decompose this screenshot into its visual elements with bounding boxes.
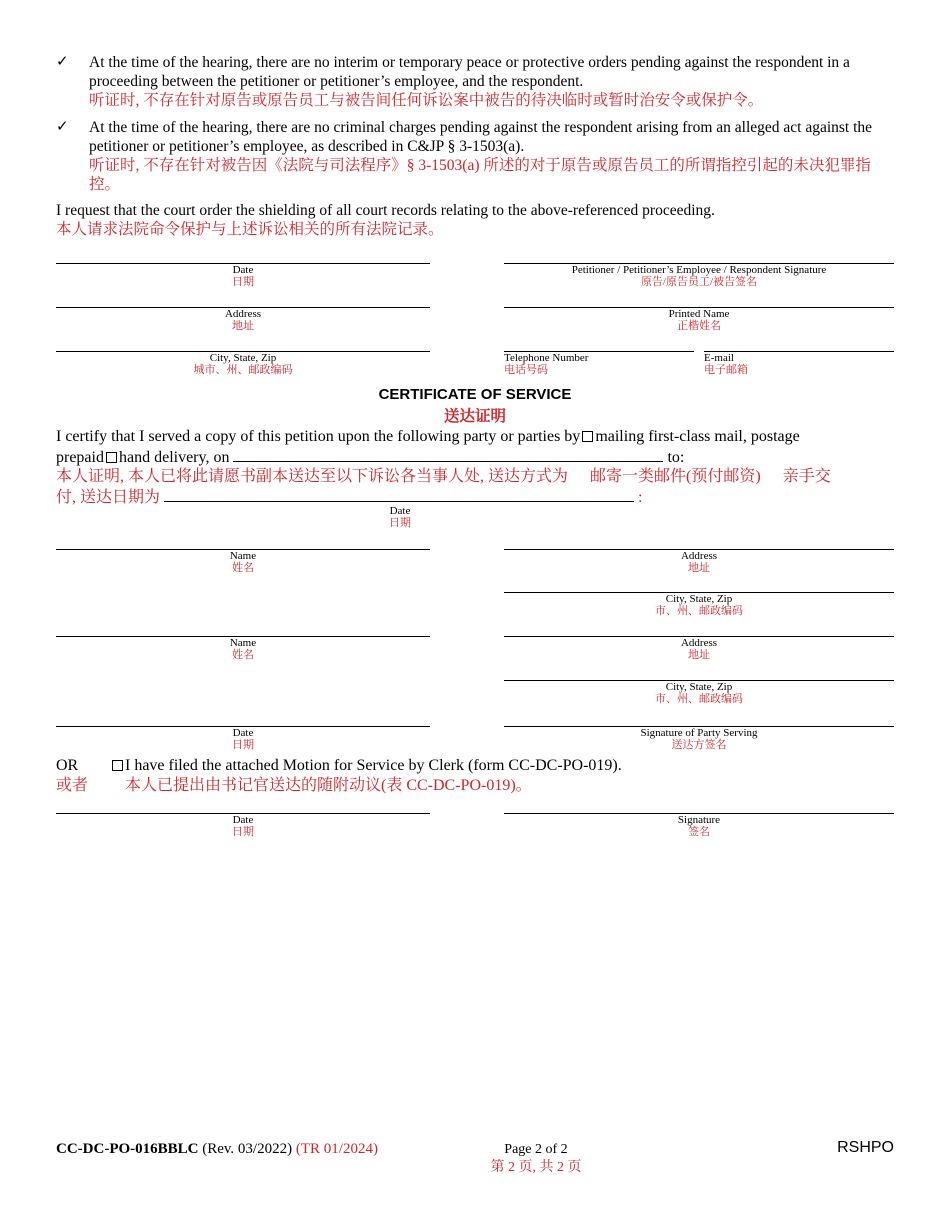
statement-2-en: At the time of the hearing, there are no criminal charges pending against the respondent arising from an alleged act against the petitioner or petitioner’s employee, as described in C&JP § 3-1503(a). <box>89 119 873 155</box>
no-interim-orders-statement <box>89 53 889 110</box>
statement-2-zh: 听证时, 不存在针对被告因《法院与司法程序》§ 3-1503(a) 所述的对于原告或原告员工的所谓指控引起的未决犯罪指控。 <box>89 157 871 193</box>
served-name-1-label: Name 姓名 <box>229 550 257 574</box>
or-date-label: Date 日期 <box>232 814 254 838</box>
no-criminal-charges-statement <box>89 118 889 194</box>
clerk-motion-checkbox[interactable] <box>112 760 123 771</box>
service-sign-date-label: Date 日期 <box>232 727 254 751</box>
served-address-2-label: Address 地址 <box>680 637 718 661</box>
served-city-1-label: City, State, Zip 市、州、邮政编码 <box>655 593 743 617</box>
city-state-zip-label: City, State, Zip 城市、州、邮政编码 <box>193 352 293 376</box>
service-date-field[interactable] <box>233 447 663 462</box>
served-address-1-label: Address 地址 <box>680 550 718 574</box>
form-id: CC-DC-PO-016BBLC (Rev. 03/2022) (TR 01/2024) <box>56 1141 378 1157</box>
date-label: Date 日期 <box>232 264 254 288</box>
served-name-2-label: Name 姓名 <box>229 637 257 661</box>
check-mark-icon: ✓ <box>56 52 69 70</box>
service-date-label: Date 日期 <box>389 505 411 529</box>
certificate-title: CERTIFICATE OF SERVICE <box>378 386 572 403</box>
served-city-2-label: City, State, Zip 市、州、邮政编码 <box>655 681 743 705</box>
clerk-motion-line-zh: 本人已提出由书记官送达的随附动议(表 CC-DC-PO-019)。 <box>125 777 532 794</box>
request-en: I request that the court order the shielding of all court records relating to the above-referenced proceeding. <box>56 202 715 219</box>
service-date-field-zh[interactable] <box>164 487 634 502</box>
telephone-label: Telephone Number 电话号码 <box>504 352 589 376</box>
certify-line-1-zh: 本人证明, 本人已将此请愿书副本送达至以下诉讼各当事人处, 送达方式为 邮寄一类邮件(预付邮资) 亲手交 <box>56 468 831 485</box>
or-label-zh: 或者 <box>56 777 89 794</box>
or-label: OR <box>56 757 79 774</box>
mail-checkbox[interactable] <box>582 431 593 442</box>
shielding-request <box>56 201 896 239</box>
page-number: Page 2 of 2 第 2 页, 共 2 页 <box>490 1142 582 1175</box>
request-zh: 本人请求法院命令保护与上述诉讼相关的所有法院记录。 <box>56 221 444 238</box>
certify-line-2-zh: 付, 送达日期为 : <box>56 489 643 506</box>
address-label: Address 地址 <box>224 308 262 332</box>
check-mark-icon: ✓ <box>56 117 69 135</box>
email-label: E-mail 电子邮箱 <box>704 352 748 376</box>
clerk-motion-line: I have filed the attached Motion for Service by Clerk (form CC-DC-PO-019). <box>110 756 622 775</box>
or-signature-label: Signature 签名 <box>677 814 721 838</box>
certify-line-1: I certify that I served a copy of this petition upon the following party or parties by mailing first-class mail, postage <box>56 428 800 445</box>
statement-1-zh: 听证时, 不存在针对原告或原告员工与被告间任何诉讼案中被告的待决临时或暂时治安令或保护令。 <box>89 92 764 109</box>
signature-label: Petitioner / Petitioner’s Employee / Respondent Signature 原告/原告员工/被告签名 <box>571 264 827 288</box>
certificate-title-zh: 送达证明 <box>443 408 506 425</box>
statement-1-en: At the time of the hearing, there are no interim or temporary peace or protective orders pending against the respondent in a proceeding between the petitioner or petitioner’s employee, and the respondent. <box>89 54 850 90</box>
form-code: RSHPO <box>837 1139 894 1156</box>
party-serving-signature-label: Signature of Party Serving 送达方签名 <box>640 727 758 751</box>
printed-name-label: Printed Name 正楷姓名 <box>668 308 730 332</box>
certify-line-2: prepaid hand delivery, on to: <box>56 449 685 466</box>
hand-delivery-checkbox[interactable] <box>106 452 117 463</box>
